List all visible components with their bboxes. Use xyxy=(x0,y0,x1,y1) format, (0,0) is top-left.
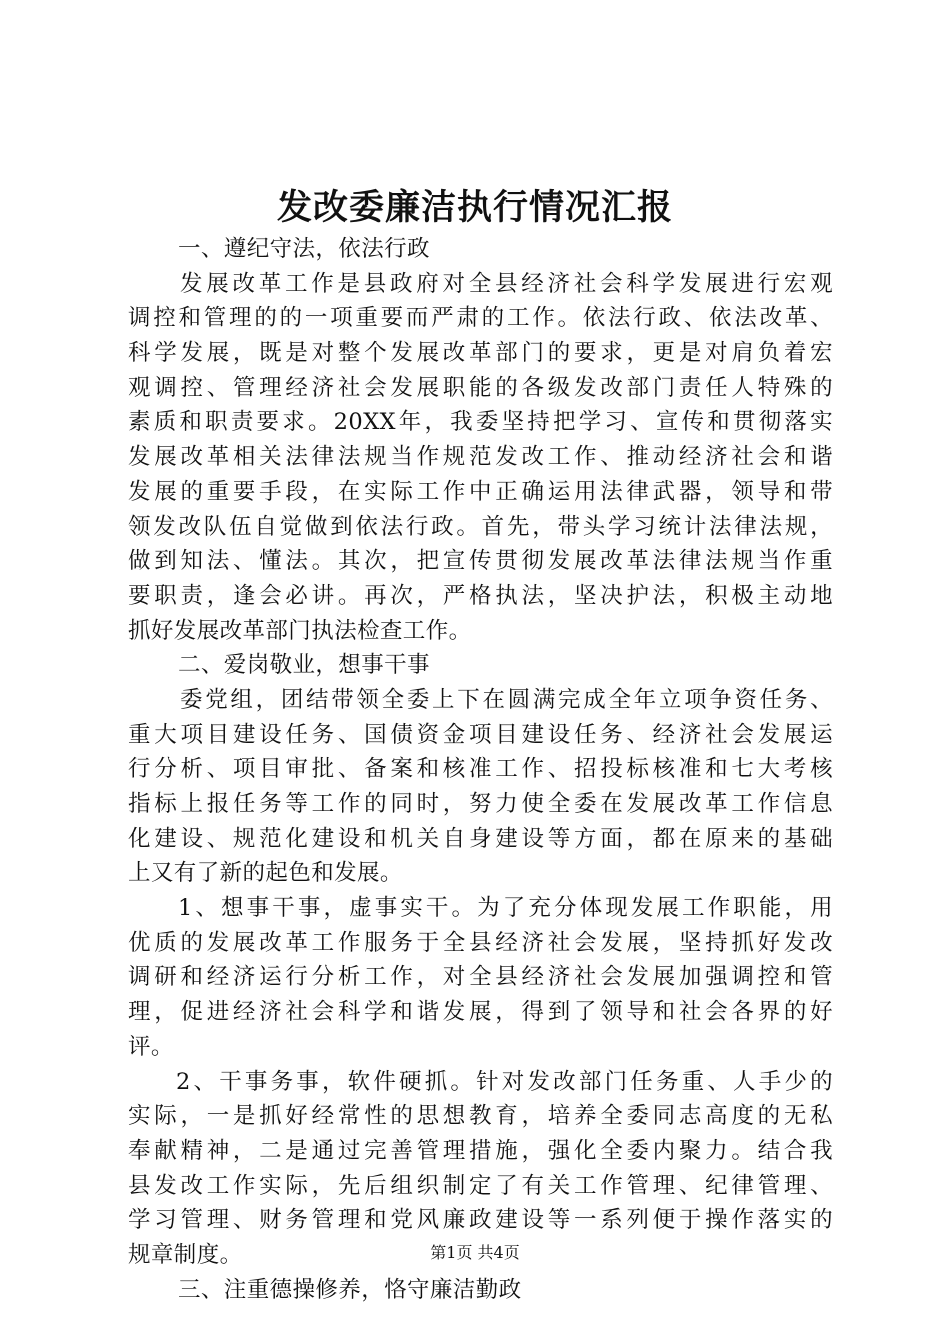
text-line: 抓好发展改革部门执法检查工作。 xyxy=(128,617,472,644)
text-line: 要职责，逢会必讲。再次，严格执法，坚决护法，积极主动地 xyxy=(128,582,833,609)
text-line: 调研和经济运行分析工作，对全县经济社会发展加强调控和管 xyxy=(128,964,833,991)
text-line: 委党组，团结带领全委上下在圆满完成全年立项争资任务、 xyxy=(180,686,833,713)
document-body xyxy=(128,232,848,1307)
text-line: 学习管理、财务管理和党风廉政建设等一系列便于操作落实的 xyxy=(128,1207,833,1234)
text-line: 理，促进经济社会科学和谐发展，得到了领导和社会各界的好 xyxy=(128,999,833,1026)
text-line: 实际，一是抓好经常性的思想教育，培养全委同志高度的无私 xyxy=(128,1103,833,1130)
text-line: 素质和职责要求。20XX年，我委坚持把学习、宣传和贯彻落实 xyxy=(128,409,833,436)
text-line: 领发改队伍自觉做到依法行政。首先，带头学习统计法律法规， xyxy=(128,513,833,540)
text-line: 重大项目建设任务、国债资金项目建设任务、经济社会发展运 xyxy=(128,721,833,748)
text-line: 一、遵纪守法，依法行政 xyxy=(178,236,430,262)
text-line: 观调控、管理经济社会发展职能的各级发改部门责任人特殊的 xyxy=(128,374,833,401)
text-line: 评。 xyxy=(128,1033,174,1060)
page-footer: 第1页 共4页 xyxy=(430,1243,520,1262)
text-line: 化建设、规范化建设和机关自身建设等方面，都在原来的基础 xyxy=(128,825,833,852)
text-line: 奉献精神，二是通过完善管理措施，强化全委内聚力。结合我 xyxy=(128,1137,833,1164)
text-line: 发展改革相关法律法规当作规范发改工作、推动经济社会和谐 xyxy=(128,444,833,471)
text-line: 县发改工作实际，先后组织制定了有关工作管理、纪律管理、 xyxy=(128,1172,833,1199)
text-line: 规章制度。 xyxy=(128,1241,243,1268)
text-line: 2、干事务事，软件硬抓。针对发改部门任务重、人手少的 xyxy=(176,1068,833,1095)
text-line: 调控和管理的的一项重要而严肃的工作。依法行政、依法改革、 xyxy=(128,305,833,332)
text-line: 三、注重德操修养，恪守廉洁勤政 xyxy=(178,1276,522,1303)
text-line: 发展的重要手段，在实际工作中正确运用法律武器，领导和带 xyxy=(128,478,833,505)
text-line: 1、想事干事，虚事实干。为了充分体现发展工作职能，用 xyxy=(178,895,833,922)
text-line: 指标上报任务等工作的同时，努力使全委在发展改革工作信息 xyxy=(128,791,833,817)
text-line: 二、爱岗敬业，想事干事 xyxy=(178,652,430,679)
document-title: 发改委廉洁执行情况汇报 xyxy=(276,187,673,228)
text-line: 行分析、项目审批、备案和核准工作、招投标核准和七大考核 xyxy=(128,756,833,783)
text-line: 上又有了新的起色和发展。 xyxy=(128,860,403,887)
text-line: 发展改革工作是县政府对全县经济社会科学发展进行宏观 xyxy=(180,270,833,297)
text-line: 做到知法、懂法。其次，把宣传贯彻发展改革法律法规当作重 xyxy=(128,548,833,575)
text-line: 优质的发展改革工作服务于全县经济社会发展，坚持抓好发改 xyxy=(128,929,833,956)
text-line: 科学发展，既是对整个发展改革部门的要求，更是对肩负着宏 xyxy=(128,340,833,367)
